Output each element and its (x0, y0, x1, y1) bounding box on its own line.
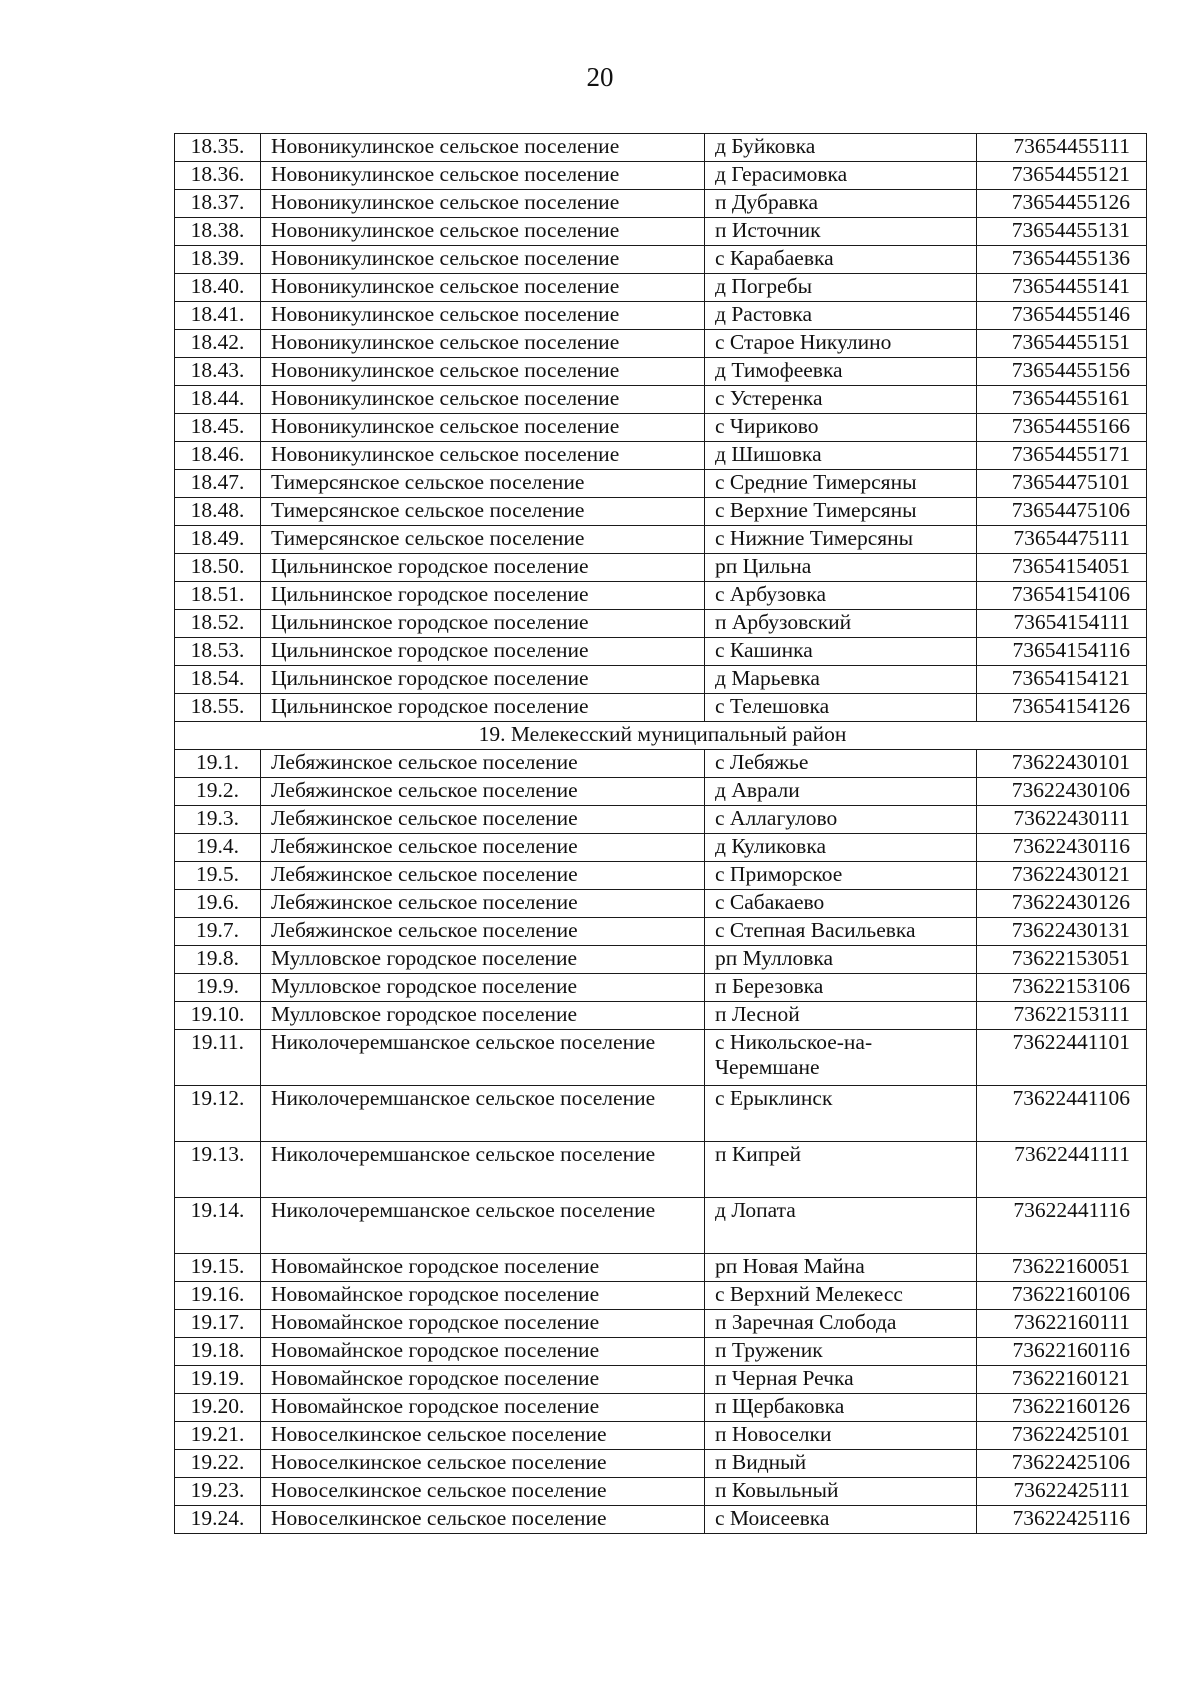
oktmo-code-cell: 73654455146 (977, 302, 1147, 330)
table-row (175, 134, 1147, 162)
municipality-cell: Цильнинское городское поселение (261, 666, 705, 694)
row-number: 19.15. (175, 1254, 261, 1282)
table-row (175, 554, 1147, 582)
page-number: 20 (586, 62, 614, 92)
locality-cell: с Сабакаево (705, 890, 977, 918)
locality-cell: с Верхние Тимерсяны (705, 498, 977, 526)
locality-cell: д Аврали (705, 778, 977, 806)
table-row (175, 666, 1147, 694)
municipality-cell: Новоникулинское сельское поселение (261, 358, 705, 386)
section-title: 19. Мелекесский муниципальный район (175, 722, 1147, 750)
table-row (175, 498, 1147, 526)
table-row (175, 946, 1147, 974)
row-number: 19.6. (175, 890, 261, 918)
locality-cell: п Источник (705, 218, 977, 246)
table-row (175, 162, 1147, 190)
table-row (175, 862, 1147, 890)
locality-cell: с Лебяжье (705, 750, 977, 778)
locality-cell: д Погребы (705, 274, 977, 302)
row-number: 19.19. (175, 1366, 261, 1394)
row-number: 19.20. (175, 1394, 261, 1422)
locality-cell: с Аллагулово (705, 806, 977, 834)
municipality-cell: Новомайнское городское поселение (261, 1394, 705, 1422)
locality-cell: д Марьевка (705, 666, 977, 694)
row-number: 19.10. (175, 1002, 261, 1030)
municipality-cell: Новомайнское городское поселение (261, 1254, 705, 1282)
municipality-cell: Лебяжинское сельское поселение (261, 778, 705, 806)
table-row (175, 1142, 1147, 1198)
row-number: 19.1. (175, 750, 261, 778)
row-number: 18.43. (175, 358, 261, 386)
oktmo-code-cell: 73654455111 (977, 134, 1147, 162)
locality-cell: п Лесной (705, 1002, 977, 1030)
oktmo-code-cell: 73622160121 (977, 1366, 1147, 1394)
table-row (175, 610, 1147, 638)
row-number: 19.17. (175, 1310, 261, 1338)
table-row (175, 750, 1147, 778)
municipality-cell: Новоселкинское сельское поселение (261, 1450, 705, 1478)
municipality-cell: Цильнинское городское поселение (261, 694, 705, 722)
municipality-cell: Тимерсянское сельское поселение (261, 470, 705, 498)
row-number: 18.52. (175, 610, 261, 638)
oktmo-code-cell: 73622430111 (977, 806, 1147, 834)
locality-cell: д Лопата (705, 1198, 977, 1254)
table-row (175, 386, 1147, 414)
row-number: 19.11. (175, 1030, 261, 1086)
municipality-cell: Тимерсянское сельское поселение (261, 498, 705, 526)
row-number: 18.37. (175, 190, 261, 218)
municipality-cell: Новомайнское городское поселение (261, 1310, 705, 1338)
municipality-cell: Николочеремшанское сельское поселение (261, 1198, 705, 1254)
row-number: 18.40. (175, 274, 261, 302)
row-number: 18.48. (175, 498, 261, 526)
municipality-cell: Новоникулинское сельское поселение (261, 134, 705, 162)
municipality-cell: Новоникулинское сельское поселение (261, 190, 705, 218)
table-row (175, 1030, 1147, 1086)
oktmo-code-cell: 73622425116 (977, 1506, 1147, 1534)
oktmo-code-cell: 73654154116 (977, 638, 1147, 666)
table-row (175, 190, 1147, 218)
municipality-cell: Цильнинское городское поселение (261, 554, 705, 582)
table-row (175, 1086, 1147, 1142)
oktmo-code-cell: 73654475111 (977, 526, 1147, 554)
row-number: 19.3. (175, 806, 261, 834)
table-row (175, 470, 1147, 498)
table-block-district-19-part1 (175, 750, 1147, 1030)
table-row (175, 246, 1147, 274)
oktmo-code-cell: 73622430116 (977, 834, 1147, 862)
oktmo-code-cell: 73654455156 (977, 358, 1147, 386)
locality-cell: п Новоселки (705, 1422, 977, 1450)
row-number: 18.44. (175, 386, 261, 414)
municipality-cell: Новомайнское городское поселение (261, 1282, 705, 1310)
row-number: 19.18. (175, 1338, 261, 1366)
locality-cell: п Щербаковка (705, 1394, 977, 1422)
table-row (175, 1422, 1147, 1450)
row-number: 19.13. (175, 1142, 261, 1198)
row-number: 18.51. (175, 582, 261, 610)
locality-cell: п Заречная Слобода (705, 1310, 977, 1338)
oktmo-code-cell: 73622441101 (977, 1030, 1147, 1086)
table-row (175, 358, 1147, 386)
locality-cell: с Карабаевка (705, 246, 977, 274)
oktmo-code-cell: 73622430106 (977, 778, 1147, 806)
locality-cell: рп Новая Майна (705, 1254, 977, 1282)
table-row (175, 1002, 1147, 1030)
table-block-district-18 (175, 134, 1147, 722)
row-number: 18.55. (175, 694, 261, 722)
oktmo-code-cell: 73622430131 (977, 918, 1147, 946)
table-row (175, 806, 1147, 834)
table-row (175, 1338, 1147, 1366)
table-row (175, 778, 1147, 806)
oktmo-code-cell: 73622441106 (977, 1086, 1147, 1142)
locality-cell: с Моисеевка (705, 1506, 977, 1534)
locality-cell: с Телешовка (705, 694, 977, 722)
row-number: 19.5. (175, 862, 261, 890)
row-number: 18.53. (175, 638, 261, 666)
table-row (175, 1310, 1147, 1338)
locality-cell: п Видный (705, 1450, 977, 1478)
table-row (175, 582, 1147, 610)
oktmo-code-cell: 73654154106 (977, 582, 1147, 610)
oktmo-code-cell: 73654154126 (977, 694, 1147, 722)
municipality-cell: Цильнинское городское поселение (261, 610, 705, 638)
municipality-cell: Новоникулинское сельское поселение (261, 218, 705, 246)
table-section-header (175, 722, 1147, 750)
locality-cell: с Арбузовка (705, 582, 977, 610)
locality-cell: рп Мулловка (705, 946, 977, 974)
row-number: 19.9. (175, 974, 261, 1002)
table-row (175, 1282, 1147, 1310)
row-number: 19.22. (175, 1450, 261, 1478)
table-row (175, 1506, 1147, 1534)
municipality-cell: Лебяжинское сельское поселение (261, 918, 705, 946)
municipality-cell: Николочеремшанское сельское поселение (261, 1086, 705, 1142)
row-number: 19.23. (175, 1478, 261, 1506)
table-row (175, 1366, 1147, 1394)
locality-cell: д Растовка (705, 302, 977, 330)
municipality-cell: Цильнинское городское поселение (261, 638, 705, 666)
row-number: 18.54. (175, 666, 261, 694)
row-number: 18.39. (175, 246, 261, 274)
oktmo-code-cell: 73654455136 (977, 246, 1147, 274)
locality-cell: п Дубравка (705, 190, 977, 218)
row-number: 18.47. (175, 470, 261, 498)
municipality-cell: Мулловское городское поселение (261, 1002, 705, 1030)
oktmo-code-cell: 73622441116 (977, 1198, 1147, 1254)
municipality-cell: Цильнинское городское поселение (261, 582, 705, 610)
row-number: 18.49. (175, 526, 261, 554)
municipality-cell: Лебяжинское сельское поселение (261, 750, 705, 778)
municipality-cell: Новоникулинское сельское поселение (261, 414, 705, 442)
oktmo-code-cell: 73654475101 (977, 470, 1147, 498)
oktmo-code-cell: 73622153106 (977, 974, 1147, 1002)
oktmo-code-cell: 73654455126 (977, 190, 1147, 218)
municipality-cell: Лебяжинское сельское поселение (261, 890, 705, 918)
table-row (175, 1198, 1147, 1254)
municipality-cell: Новоникулинское сельское поселение (261, 302, 705, 330)
locality-cell: с Верхний Мелекесс (705, 1282, 977, 1310)
oktmo-code-cell: 73622160116 (977, 1338, 1147, 1366)
oktmo-code-cell: 73654455131 (977, 218, 1147, 246)
oktmo-code-cell: 73622425111 (977, 1478, 1147, 1506)
municipality-cell: Лебяжинское сельское поселение (261, 834, 705, 862)
oktmo-code-cell: 73622160126 (977, 1394, 1147, 1422)
oktmo-code-cell: 73654154121 (977, 666, 1147, 694)
locality-cell: п Кипрей (705, 1142, 977, 1198)
table-row (175, 274, 1147, 302)
oktmo-code-cell: 73654455171 (977, 442, 1147, 470)
oktmo-code-cell: 73622430121 (977, 862, 1147, 890)
oktmo-code-cell: 73654455141 (977, 274, 1147, 302)
locality-cell: д Герасимовка (705, 162, 977, 190)
oktmo-code-cell: 73622425106 (977, 1450, 1147, 1478)
oktmo-code-cell: 73654455166 (977, 414, 1147, 442)
locality-cell: с Средние Тимерсяны (705, 470, 977, 498)
table-block-district-19-part3 (175, 1254, 1147, 1534)
row-number: 19.21. (175, 1422, 261, 1450)
locality-cell: с Нижние Тимерсяны (705, 526, 977, 554)
locality-cell: с Степная Васильевка (705, 918, 977, 946)
locality-cell: п Березовка (705, 974, 977, 1002)
oktmo-code-cell: 73654475106 (977, 498, 1147, 526)
municipality-cell: Новомайнское городское поселение (261, 1338, 705, 1366)
table-row (175, 694, 1147, 722)
table-row (175, 974, 1147, 1002)
locality-cell: д Буйковка (705, 134, 977, 162)
locality-cell: с Ерыклинск (705, 1086, 977, 1142)
locality-cell: с Устеренка (705, 386, 977, 414)
table-row (175, 638, 1147, 666)
row-number: 19.16. (175, 1282, 261, 1310)
locality-cell: п Арбузовский (705, 610, 977, 638)
municipality-cell: Лебяжинское сельское поселение (261, 806, 705, 834)
locality-cell: п Ковыльный (705, 1478, 977, 1506)
table-row (175, 1450, 1147, 1478)
table-row (175, 218, 1147, 246)
municipality-cell: Тимерсянское сельское поселение (261, 526, 705, 554)
table-row (175, 442, 1147, 470)
oktmo-code-cell: 73622425101 (977, 1422, 1147, 1450)
locality-cell: д Тимофеевка (705, 358, 977, 386)
table-row (175, 414, 1147, 442)
municipality-cell: Новоселкинское сельское поселение (261, 1506, 705, 1534)
municipality-cell: Новоникулинское сельское поселение (261, 330, 705, 358)
settlements-table (174, 133, 1147, 1534)
row-number: 19.8. (175, 946, 261, 974)
municipality-cell: Николочеремшанское сельское поселение (261, 1030, 705, 1086)
row-number: 18.41. (175, 302, 261, 330)
oktmo-code-cell: 73622430126 (977, 890, 1147, 918)
row-number: 19.14. (175, 1198, 261, 1254)
row-number: 19.7. (175, 918, 261, 946)
section-row (175, 722, 1147, 750)
row-number: 18.45. (175, 414, 261, 442)
oktmo-code-cell: 73654455121 (977, 162, 1147, 190)
row-number: 19.24. (175, 1506, 261, 1534)
row-number: 18.42. (175, 330, 261, 358)
table-row (175, 526, 1147, 554)
row-number: 19.2. (175, 778, 261, 806)
municipality-cell: Новоселкинское сельское поселение (261, 1422, 705, 1450)
municipality-cell: Новоникулинское сельское поселение (261, 162, 705, 190)
oktmo-code-cell: 73654154051 (977, 554, 1147, 582)
table-row (175, 918, 1147, 946)
oktmo-code-cell: 73622430101 (977, 750, 1147, 778)
table-row (175, 834, 1147, 862)
municipality-cell: Новоселкинское сельское поселение (261, 1478, 705, 1506)
table-block-district-19-part2 (175, 1030, 1147, 1254)
municipality-cell: Новоникулинское сельское поселение (261, 442, 705, 470)
locality-cell: с Чириково (705, 414, 977, 442)
oktmo-code-cell: 73622160111 (977, 1310, 1147, 1338)
municipality-cell: Николочеремшанское сельское поселение (261, 1142, 705, 1198)
municipality-cell: Новоникулинское сельское поселение (261, 386, 705, 414)
oktmo-code-cell: 73622153111 (977, 1002, 1147, 1030)
locality-cell: с Никольское-на-Черемшане (705, 1030, 977, 1086)
municipality-cell: Новоникулинское сельское поселение (261, 246, 705, 274)
row-number: 18.46. (175, 442, 261, 470)
table-row (175, 302, 1147, 330)
oktmo-code-cell: 73622160051 (977, 1254, 1147, 1282)
locality-cell: с Приморское (705, 862, 977, 890)
table-row (175, 1254, 1147, 1282)
locality-cell: рп Цильна (705, 554, 977, 582)
row-number: 19.12. (175, 1086, 261, 1142)
municipality-cell: Лебяжинское сельское поселение (261, 862, 705, 890)
row-number: 19.4. (175, 834, 261, 862)
locality-cell: п Труженик (705, 1338, 977, 1366)
table-row (175, 1394, 1147, 1422)
oktmo-code-cell: 73622441111 (977, 1142, 1147, 1198)
table-row (175, 330, 1147, 358)
locality-cell: с Старое Никулино (705, 330, 977, 358)
municipality-cell: Новоникулинское сельское поселение (261, 274, 705, 302)
locality-cell: д Куликовка (705, 834, 977, 862)
locality-cell: с Кашинка (705, 638, 977, 666)
oktmo-code-cell: 73654455151 (977, 330, 1147, 358)
oktmo-code-cell: 73654154111 (977, 610, 1147, 638)
table-row (175, 1478, 1147, 1506)
oktmo-code-cell: 73622153051 (977, 946, 1147, 974)
oktmo-code-cell: 73622160106 (977, 1282, 1147, 1310)
oktmo-code-cell: 73654455161 (977, 386, 1147, 414)
row-number: 18.50. (175, 554, 261, 582)
table-row (175, 890, 1147, 918)
municipality-cell: Мулловское городское поселение (261, 974, 705, 1002)
municipality-cell: Мулловское городское поселение (261, 946, 705, 974)
locality-cell: д Шишовка (705, 442, 977, 470)
locality-cell: п Черная Речка (705, 1366, 977, 1394)
row-number: 18.38. (175, 218, 261, 246)
municipality-cell: Новомайнское городское поселение (261, 1366, 705, 1394)
row-number: 18.35. (175, 134, 261, 162)
row-number: 18.36. (175, 162, 261, 190)
